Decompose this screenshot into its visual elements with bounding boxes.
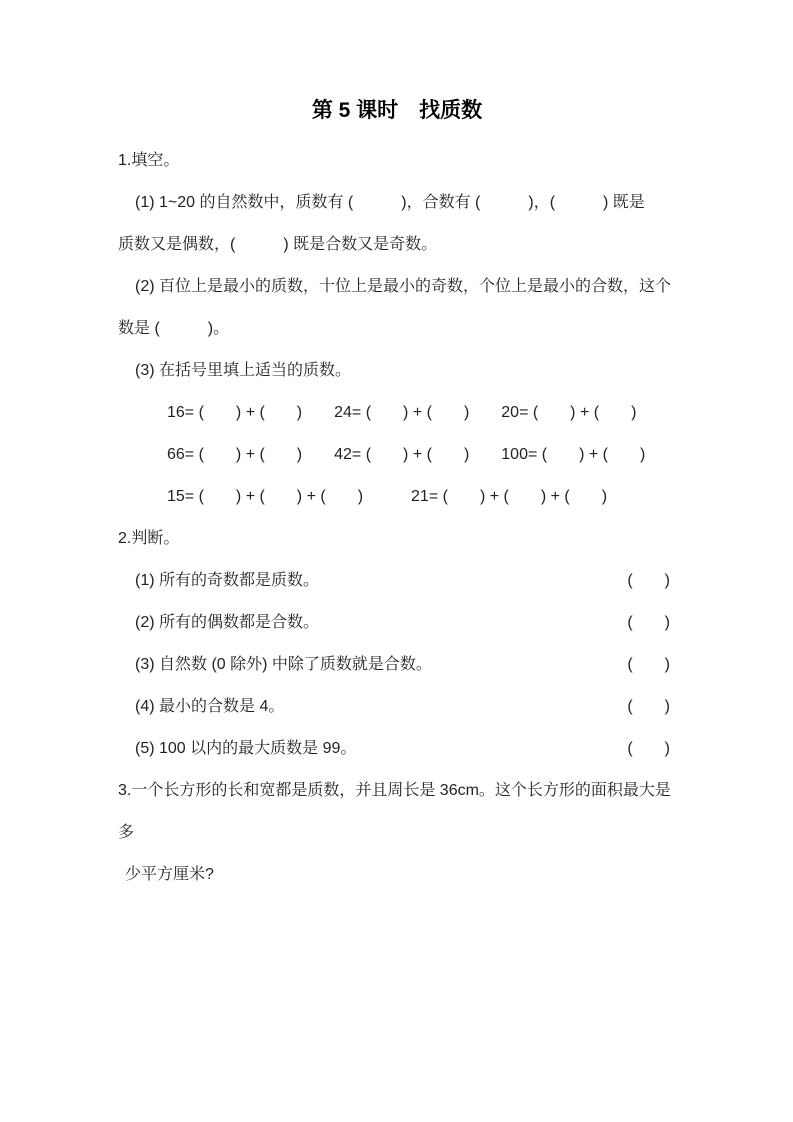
q2-item-3-text: (3) 自然数 (0 除外) 中除了质数就是合数。 [135, 656, 432, 673]
q1-equation-row-1: 16= ( ) + ( ) 24= ( ) + ( ) 20= ( ) + ( ) [167, 404, 637, 421]
q3-line3: 少平方厘米? [125, 866, 214, 883]
q2-item-5-answer-blank: ( ) [627, 740, 670, 757]
q3-line1: 3.一个长方形的长和宽都是质数，并且周长是 36cm。这个长方形的面积最大是 [118, 782, 671, 799]
q2-item-1 [118, 560, 676, 602]
q1-item2-line1: (2) 百位上是最小的质数，十位上是最小的奇数，个位上是最小的合数，这个 [135, 278, 672, 295]
q2-item-5 [118, 728, 676, 770]
q2-item-1-answer-blank: ( ) [627, 572, 670, 589]
q2-item-3 [118, 644, 676, 686]
q2-item-5-text: (5) 100 以内的最大质数是 99。 [135, 740, 357, 757]
q1-item3-heading: (3) 在括号里填上适当的质数。 [135, 362, 352, 379]
q2-item-2-text: (2) 所有的偶数都是合数。 [135, 614, 320, 631]
q2-item-2 [118, 602, 676, 644]
q1-item1-line2: 质数又是偶数，( ) 既是合数又是奇数。 [118, 236, 438, 253]
q2-heading: 2.判断。 [118, 530, 180, 547]
q3-line2: 多 [118, 824, 135, 841]
q1-heading: 1.填空。 [118, 152, 180, 169]
page-title: 第 5 课时 找质数 [311, 99, 483, 122]
q2-item-3-answer-blank: ( ) [627, 656, 670, 673]
q2-item-1-text: (1) 所有的奇数都是质数。 [135, 572, 320, 589]
q2-item-4 [118, 686, 676, 728]
q2-item-2-answer-blank: ( ) [627, 614, 670, 631]
q1-item1-line1: (1) 1~20 的自然数中，质数有 ( )，合数有 ( )，( ) 既是 [135, 194, 645, 211]
q1-equation-row-2: 66= ( ) + ( ) 42= ( ) + ( ) 100= ( ) + ( ) [167, 446, 646, 463]
q1-equation-row-3: 15= ( ) + ( ) + ( ) 21= ( ) + ( ) + ( ) [167, 488, 608, 505]
q1-item2-line2: 数是 ( )。 [118, 320, 230, 337]
q2-item-4-answer-blank: ( ) [627, 698, 670, 715]
q2-item-4-text: (4) 最小的合数是 4。 [135, 698, 285, 715]
